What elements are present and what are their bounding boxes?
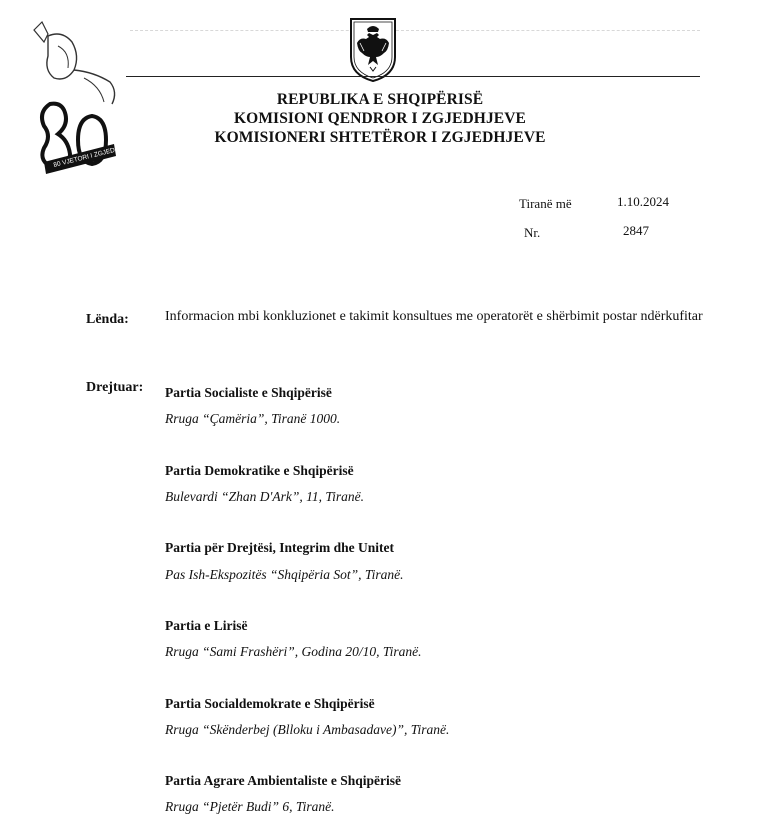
national-emblem-icon	[348, 17, 398, 83]
recipient-address: Rruga “Çamëria”, Tiranë 1000.	[165, 411, 341, 426]
recipient-address: Rruga “Pjetër Budi” 6, Tiranë.	[165, 799, 335, 814]
recipient-address: Pas Ish-Ekspozitës “Shqipëria Sot”, Tiranë.	[165, 567, 404, 582]
recipient-name: Partia Demokratike e Shqipërisë	[165, 463, 354, 478]
header-commission: KOMISIONI QENDROR I ZGJEDHJEVE	[234, 110, 526, 127]
document-date: 1.10.2024	[617, 194, 669, 209]
recipient-name: Partia Socialiste e Shqipërisë	[165, 385, 332, 400]
subject-text: Informacion mbi konkluzionet e takimit konsultues me operatorët e shërbimit postar ndërkufitar	[165, 309, 703, 324]
header-rule	[126, 76, 700, 77]
number-label: Nr.	[524, 225, 541, 240]
logo-banner-text: 80 VJETORI I ZGJEDHJEVE	[52, 141, 137, 169]
recipient-name: Partia Socialdemokrate e Shqipërisë	[165, 696, 375, 711]
recipient-address: Rruga “Sami Frashëri”, Godina 20/10, Tiranë.	[165, 644, 422, 659]
scan-artifact-line	[130, 30, 700, 31]
header-republic: REPUBLIKA E SHQIPËRISË	[276, 91, 484, 108]
recipients-label: Drejtuar:	[86, 380, 144, 395]
subject-label: Lënda:	[86, 312, 129, 327]
recipient-address: Rruga “Skënderbej (Blloku i Ambasadave)”, Tiranë.	[165, 722, 450, 737]
recipient-address: Bulevardi “Zhan D'Ark”, 11, Tiranë.	[165, 489, 365, 504]
anniversary-logo	[14, 12, 137, 182]
recipient-name: Partia e Lirisë	[165, 618, 248, 633]
document-number: 2847	[623, 223, 649, 238]
recipient-name: Partia për Drejtësi, Integrim dhe Unitet	[165, 540, 394, 555]
header-commissioner: KOMISIONERI SHTETËROR I ZGJEDHJEVE	[214, 129, 546, 146]
recipient-name: Partia Agrare Ambientaliste e Shqipërisë	[165, 773, 401, 788]
place-label: Tiranë më	[519, 196, 572, 211]
